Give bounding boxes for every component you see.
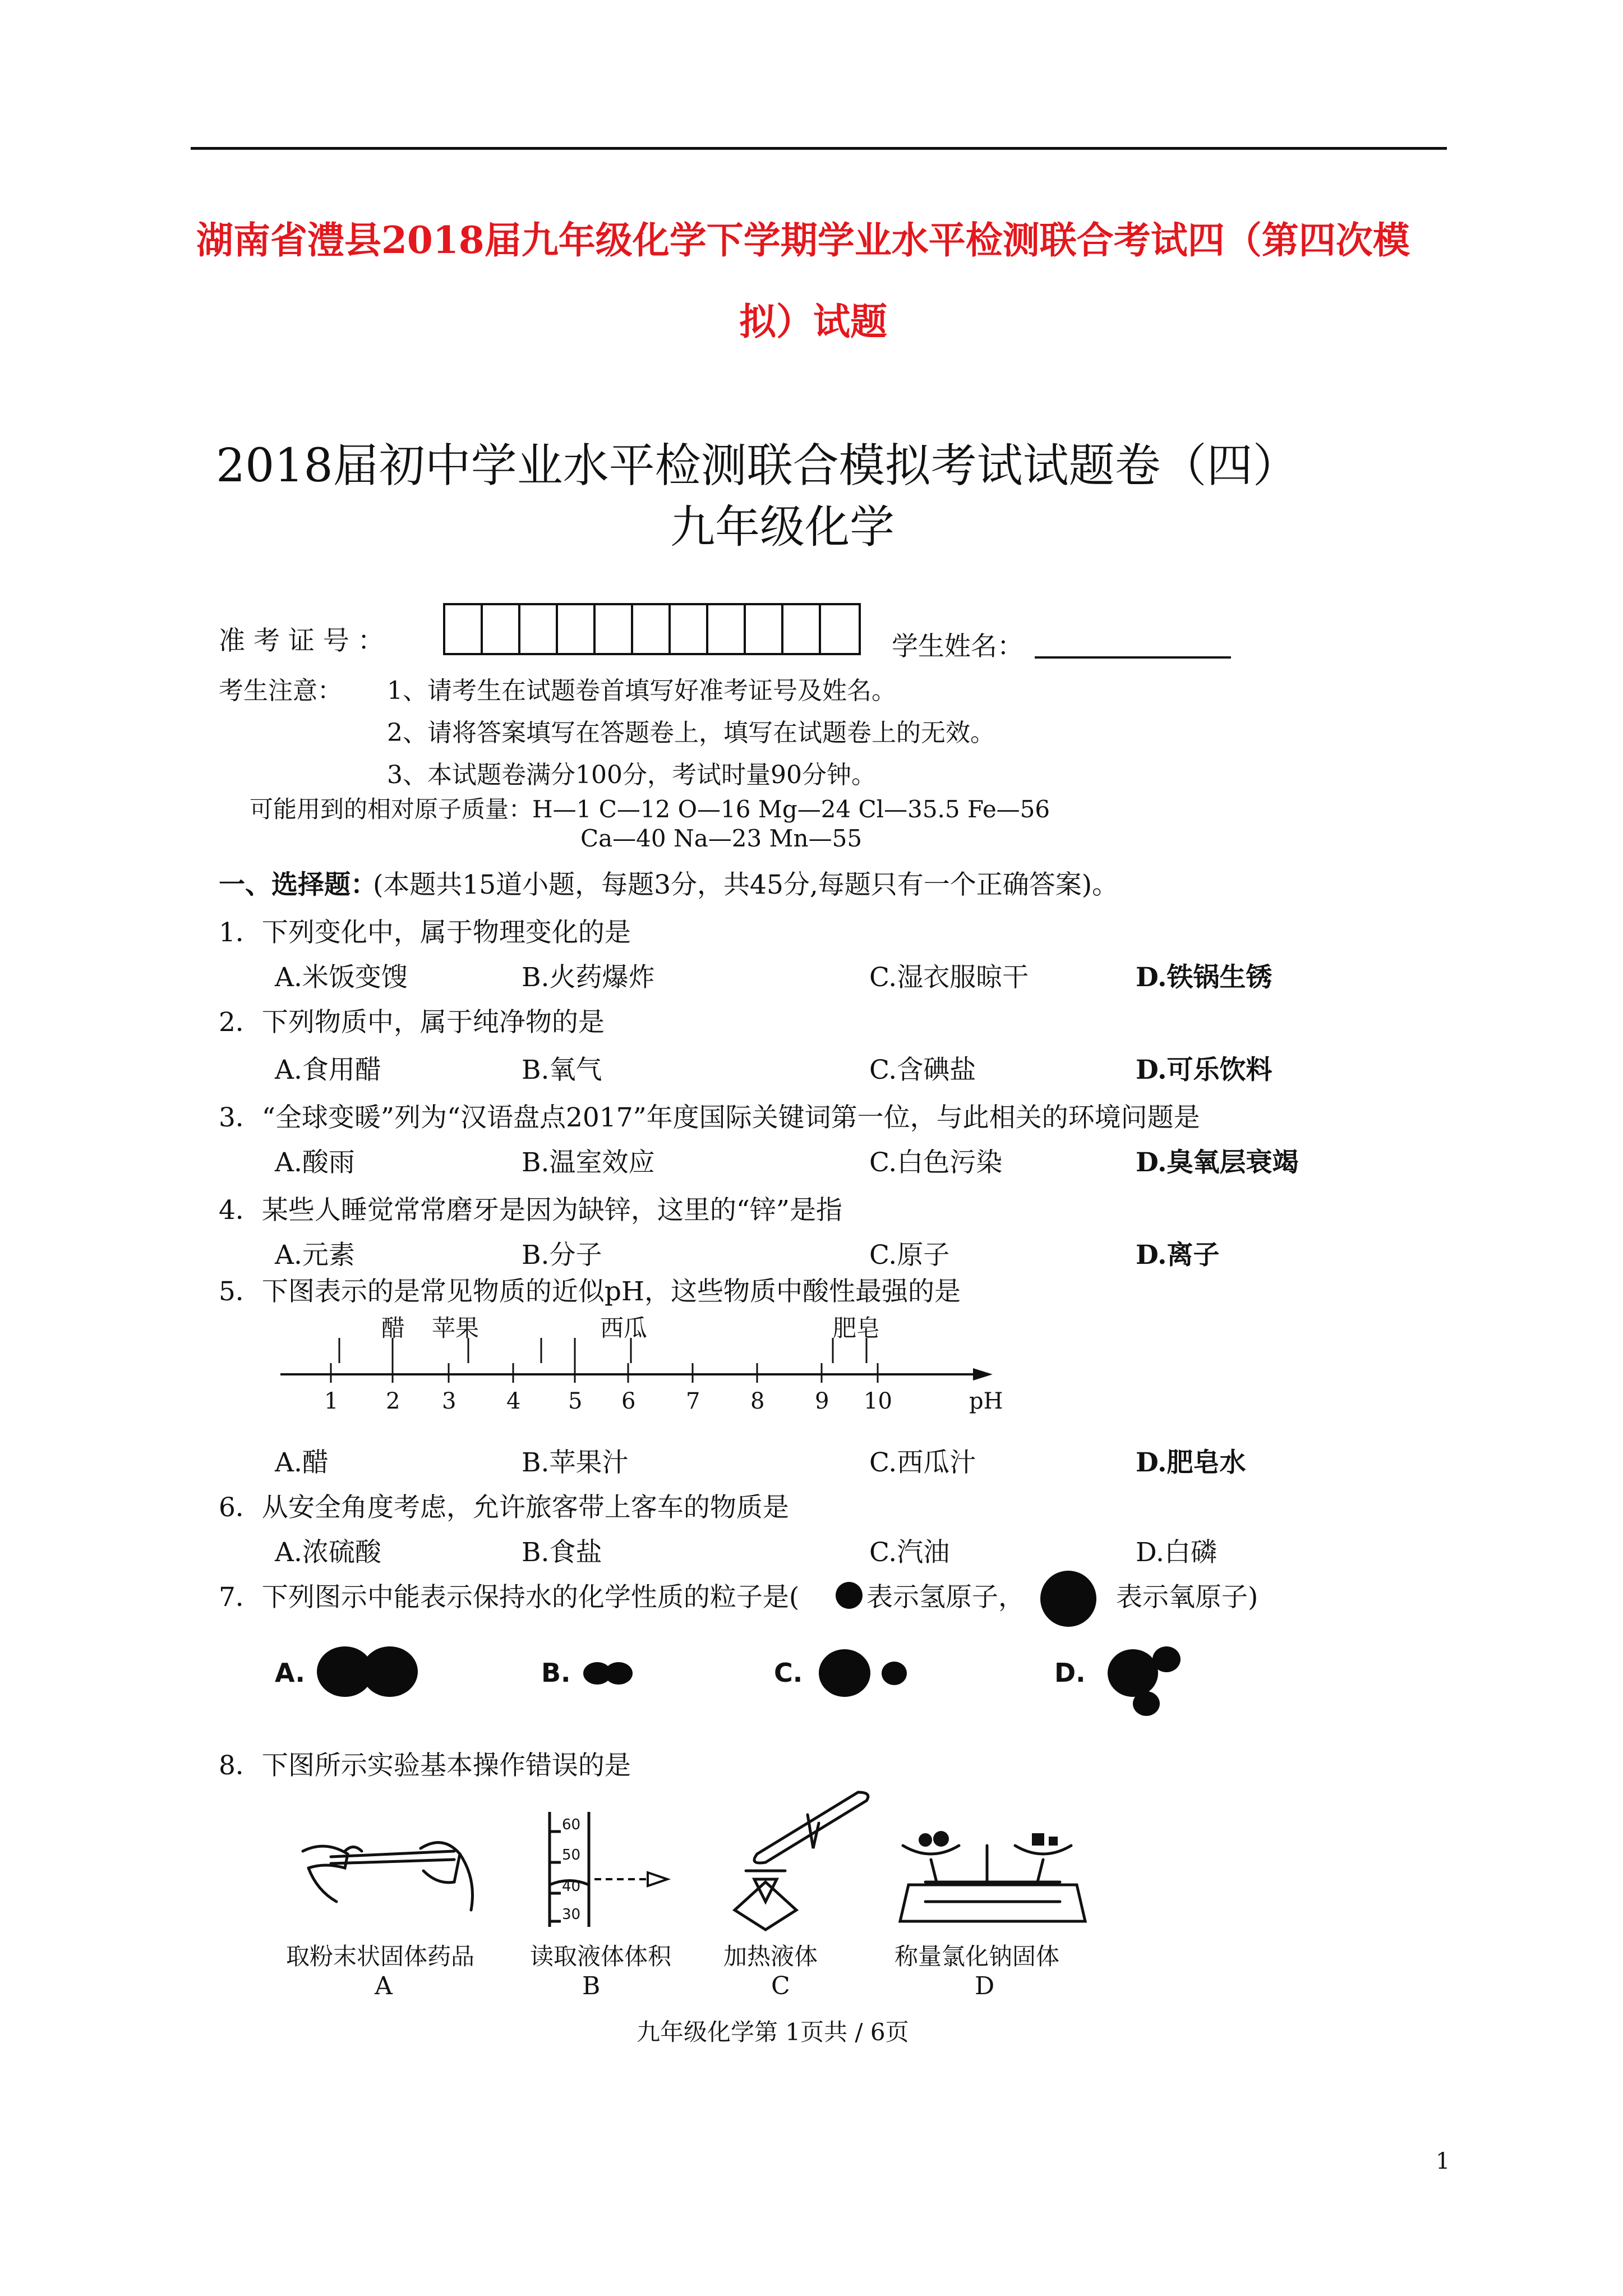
q8-option-a: A [375,1972,393,2000]
q2-option-a: A.食用醋 [275,1055,381,1085]
atomic-mass-line1: 可能用到的相对原子质量：H—1 C—12 O—16 Mg—24 Cl—35.5 Fe—56 [250,795,1050,823]
q8-caption-c: 加热液体 [723,1943,818,1970]
ph-label-apple: 苹果 [432,1314,479,1342]
q6-option-c: C.汽油 [869,1537,950,1568]
q7-option-c-atom [882,1662,907,1685]
question-4-stem: 4．某些人睡觉常常磨牙是因为缺锌，这里的“锌”是指 [219,1195,842,1226]
section-header-note: (本题共15道小题，每题3分，共45分,每题只有一个正确答案)。 [373,869,1119,900]
hydrogen-atom-legend-icon [836,1582,863,1609]
cylinder-mark: 40 [562,1878,581,1895]
ph-tick-label: 1 [324,1388,339,1414]
q7-option-d-atom [1152,1646,1181,1672]
graduated-cylinder-illustration [527,1806,684,1930]
id-digit-box[interactable] [558,605,596,653]
q8-caption-a: 取粉末状固体药品 [286,1943,475,1970]
atomic-mass-line2: Ca—40 Na—23 Mn—55 [580,825,863,852]
id-digit-box[interactable] [821,605,859,653]
question-3-stem: 3．“全球变暖”列为“汉语盘点2017”年度国际关键词第一位，与此相关的环境问题是 [219,1102,1200,1133]
ph-tick-label: 4 [506,1388,521,1414]
q1-option-c: C.湿衣服晾干 [869,962,1029,993]
q7-option-a-atom [362,1646,418,1697]
id-digit-box[interactable] [445,605,483,653]
cylinder-mark: 60 [562,1816,581,1833]
q4-option-a: A.元素 [275,1240,355,1271]
document-title-line1: 湖南省澧县2018届九年级化学下学期学业水平检测联合考试四（第四次模 [196,218,1410,262]
q7-option-d-atom [1108,1649,1158,1697]
q8-caption-d: 称量氯化钠固体 [895,1943,1060,1970]
q6-option-b: B.食盐 [522,1537,602,1568]
q3-option-b: B.温室效应 [522,1147,655,1178]
student-name-label: 学生姓名： [892,631,1023,662]
q8-figure-a [292,1829,488,1924]
q5-option-c: C.西瓜汁 [869,1447,976,1478]
question-8-stem: 8．下图所示实验基本操作错误的是 [219,1750,631,1781]
ph-tick-label: 7 [686,1388,700,1414]
ph-label-watermelon: 西瓜 [600,1314,648,1342]
q7-legend-oxygen: 表示氧原子) [1116,1582,1258,1613]
cylinder-mark: 30 [562,1906,581,1923]
ph-tick-label: 5 [568,1388,583,1414]
id-digit-box[interactable] [783,605,821,653]
q4-option-b: B.分子 [522,1240,602,1271]
document-title-line2: 拟）试题 [739,300,887,343]
q3-option-c: C.白色污染 [869,1147,1003,1178]
ph-unit-label: pH [969,1388,1003,1414]
q2-option-d: D.可乐饮料 [1136,1055,1272,1085]
q6-option-d: D.白磷 [1136,1537,1217,1568]
question-5-stem: 5．下图表示的是常见物质的近似pH，这些物质中酸性最强的是 [219,1276,961,1307]
id-digit-box[interactable] [671,605,708,653]
ph-tick-label: 10 [864,1388,892,1414]
ph-tick-label: 8 [750,1388,765,1414]
top-rule [191,147,1447,150]
exam-subtitle: 九年级化学 [670,501,895,553]
notice-2: 2、请将答案填写在答题卷上，填写在试题卷上的无效。 [387,719,995,747]
q5-option-a: A.醋 [275,1447,329,1478]
id-digit-box[interactable] [633,605,671,653]
section-header-label: 一、选择题： [219,869,377,900]
q2-option-c: C.含碘盐 [869,1055,976,1085]
notice-1: 1、请考生在试题卷首填写好准考证号及姓名。 [387,677,896,705]
page-footer: 九年级化学第 1页共 / 6页 [637,2018,909,2046]
q1-option-d: D.铁锅生锈 [1136,962,1272,993]
q8-figure-d [892,1823,1094,1930]
ph-label-soap: 肥皂 [833,1314,880,1342]
q2-option-b: B.氧气 [522,1055,602,1085]
question-2-stem: 2．下列物质中，属于纯净物的是 [219,1007,605,1038]
q7-legend-hydrogen: 表示氢原子， [866,1582,1025,1613]
q1-option-b: B.火药爆炸 [522,962,655,993]
q4-option-c: C.原子 [869,1240,950,1271]
ph-tick-label: 3 [442,1388,457,1414]
id-digit-box[interactable] [708,605,746,653]
q1-option-a: A.米饭变馊 [275,962,408,993]
exam-id-boxes[interactable] [443,603,861,655]
ph-tick-label: 2 [386,1388,400,1414]
ph-scale [269,1313,1043,1425]
q5-option-b: B.苹果汁 [522,1447,629,1478]
ph-tick-label: 6 [621,1388,636,1414]
q7-option-d-atom [1133,1691,1160,1716]
q8-caption-b: 读取液体体积 [530,1943,672,1970]
oxygen-atom-legend-icon [1040,1571,1096,1627]
question-7-stem: 7．下列图示中能表示保持水的化学性质的粒子是( [219,1582,800,1613]
ph-label-vinegar: 醋 [381,1314,405,1342]
heating-liquid-illustration [723,1781,880,1935]
q8-option-c: C [771,1972,790,2000]
q8-option-b: B [582,1972,601,2000]
q7-option-b-label: B. [541,1658,571,1688]
q4-option-d: D.离子 [1136,1240,1220,1271]
id-digit-box[interactable] [746,605,783,653]
cylinder-mark: 50 [562,1847,581,1864]
q8-figure-c [723,1781,880,1935]
id-digit-box[interactable] [596,605,633,653]
id-digit-box[interactable] [483,605,520,653]
q3-option-a: A.酸雨 [275,1147,355,1178]
balance-scale-illustration [892,1823,1094,1930]
q5-option-d: D.肥皂水 [1136,1447,1246,1478]
question-1-stem: 1．下列变化中，属于物理变化的是 [219,917,631,948]
student-name-field[interactable] [1035,656,1231,659]
q7-option-c-atom [819,1649,870,1697]
id-digit-box[interactable] [520,605,558,653]
page-number: 1 [1436,2148,1450,2174]
exam-id-label: 准 考 证 号 ： [219,625,384,656]
q7-option-c-label: C. [774,1658,803,1688]
q7-option-a-label: A. [275,1658,305,1688]
q7-option-b-atom [605,1662,633,1685]
question-6-stem: 6．从安全角度考虑，允许旅客带上客车的物质是 [219,1492,789,1523]
q7-option-d-label: D. [1054,1658,1086,1688]
q6-option-a: A.浓硫酸 [275,1537,381,1568]
q8-figure-b [527,1806,684,1930]
q8-option-d: D [975,1972,995,2000]
notice-3: 3、本试题卷满分100分，考试时量90分钟。 [387,761,876,789]
exam-title: 2018届初中学业水平检测联合模拟考试试题卷（四） [216,439,1299,493]
powder-sampling-illustration [292,1829,488,1924]
notice-label: 考生注意： [219,677,342,705]
ph-tick-label: 9 [815,1388,829,1414]
q3-option-d: D.臭氧层衰竭 [1136,1147,1299,1178]
